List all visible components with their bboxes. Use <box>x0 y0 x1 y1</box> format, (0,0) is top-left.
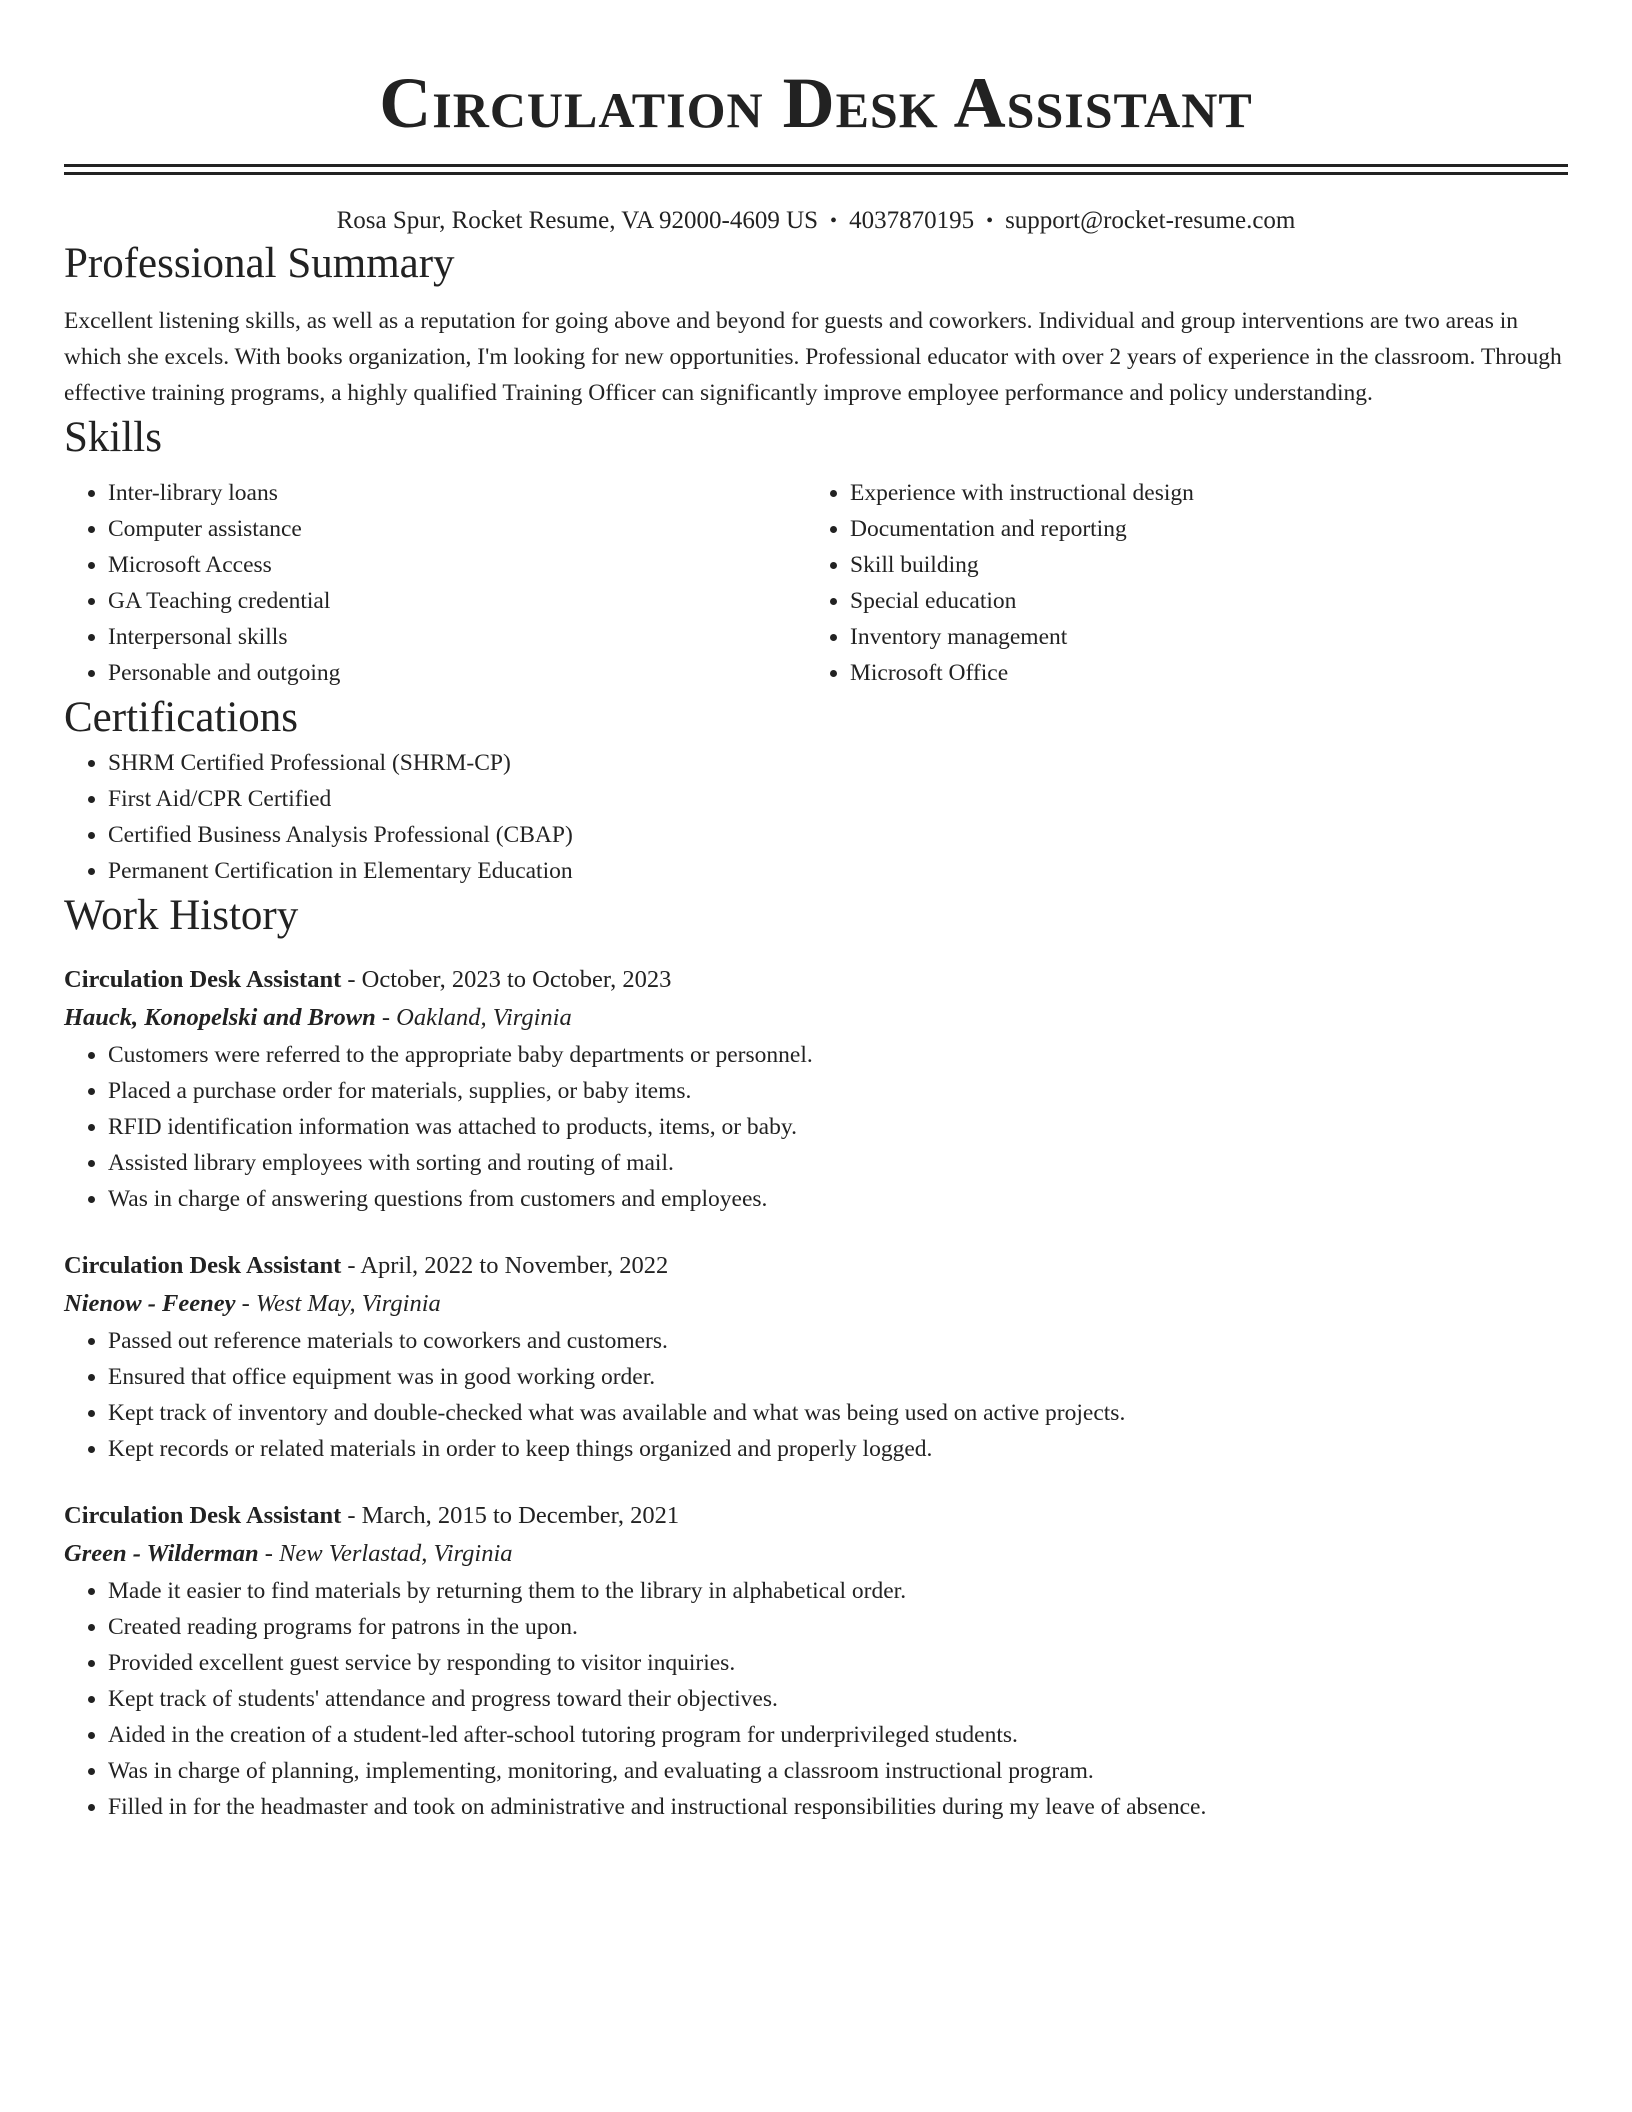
skill-item: • Experience with instructional design <box>850 475 1548 511</box>
contact-address: Rosa Spur, Rocket Resume, VA 92000-4609 US <box>336 207 819 234</box>
job-duty-item: • Ensured that office equipment was in good working order. <box>108 1359 1568 1395</box>
contact-phone: 4037870195 <box>849 207 975 234</box>
contact-separator: • <box>986 210 994 232</box>
job-entry <box>64 961 1568 1217</box>
skills-column-right <box>806 475 1548 691</box>
job-duty-item: • Made it easier to find materials by returning them to the library in alphabetical order. <box>108 1573 1568 1609</box>
job-title-line <box>64 961 1568 999</box>
employer-line <box>64 1285 1568 1323</box>
job-role: Circulation Desk Assistant <box>64 1502 342 1529</box>
summary-heading: Professional Summary <box>64 240 455 287</box>
job-duty-item: • Was in charge of answering questions from customers and employees. <box>108 1181 1568 1217</box>
skill-item: • GA Teaching credential <box>108 583 806 619</box>
title-divider <box>64 164 1568 175</box>
job-duty-item: • Assisted library employees with sorting and routing of mail. <box>108 1145 1568 1181</box>
job-title-line <box>64 1497 1568 1535</box>
employer-location: - New Verlastad, Virginia <box>258 1540 513 1567</box>
job-duty-item: • Created reading programs for patrons in the upon. <box>108 1609 1568 1645</box>
certification-item: • SHRM Certified Professional (SHRM-CP) <box>108 745 1568 781</box>
certifications-heading: Certifications <box>64 694 299 741</box>
certification-item: • Certified Business Analysis Professional (CBAP) <box>108 817 1568 853</box>
certification-item: • Permanent Certification in Elementary Education <box>108 853 1568 889</box>
contact-email: support@rocket-resume.com <box>1005 207 1296 234</box>
employer-line <box>64 999 1568 1037</box>
job-role: Circulation Desk Assistant <box>64 966 342 993</box>
employer-location: - West May, Virginia <box>235 1290 441 1317</box>
certifications-list <box>64 745 1568 889</box>
employer-name: Green - Wilderman <box>64 1540 259 1567</box>
job-duty-item: • Filled in for the headmaster and took on administrative and instructional responsibilities during my leave of absence. <box>108 1789 1568 1825</box>
work-history-heading: Work History <box>64 892 299 939</box>
skill-item: • Inter-library loans <box>108 475 806 511</box>
resume-title: Circulation Desk Assistant <box>379 63 1253 143</box>
job-title-line <box>64 1247 1568 1285</box>
employer-location: - Oakland, Virginia <box>375 1004 572 1031</box>
skill-item: • Microsoft Office <box>850 655 1548 691</box>
job-duty-item: • Provided excellent guest service by responding to visitor inquiries. <box>108 1645 1568 1681</box>
job-duty-item: • Placed a purchase order for materials, supplies, or baby items. <box>108 1073 1568 1109</box>
contact-line <box>64 205 1568 237</box>
skills-column-left <box>64 475 806 691</box>
skill-item: • Microsoft Access <box>108 547 806 583</box>
job-dates: - October, 2023 to October, 2023 <box>341 966 672 993</box>
job-duty-item: • Was in charge of planning, implementing, monitoring, and evaluating a classroom instructional program. <box>108 1753 1568 1789</box>
job-role: Circulation Desk Assistant <box>64 1252 342 1279</box>
job-duty-item: • Kept records or related materials in order to keep things organized and properly logged. <box>108 1431 1568 1467</box>
job-duty-item: • Aided in the creation of a student-led after-school tutoring program for underprivileged students. <box>108 1717 1568 1753</box>
skill-item: • Inventory management <box>850 619 1548 655</box>
job-duties-list <box>64 1323 1568 1467</box>
employer-line <box>64 1535 1568 1573</box>
skills-list-left <box>64 475 806 691</box>
skills-list-right <box>806 475 1548 691</box>
summary-text: Excellent listening skills, as well as a reputation for going above and beyond for guests and coworkers. Individual and group interventions are two areas in which she excels. With books organization, I'm looking for new opportunities. Professional educator with over 2 years of experience in the classroom. Through effective training programs, a highly qualified Training Officer can significantly improve employee performance and policy understanding. <box>64 308 1562 406</box>
contact-separator: • <box>830 210 838 232</box>
job-duty-item: • RFID identification information was attached to products, items, or baby. <box>108 1109 1568 1145</box>
job-duty-item: • Passed out reference materials to coworkers and customers. <box>108 1323 1568 1359</box>
job-entry <box>64 1247 1568 1467</box>
skill-item: • Special education <box>850 583 1548 619</box>
skill-item: • Personable and outgoing <box>108 655 806 691</box>
skills-heading: Skills <box>64 414 162 461</box>
job-entry <box>64 1497 1568 1825</box>
skill-item: • Interpersonal skills <box>108 619 806 655</box>
job-duty-item: • Kept track of inventory and double-checked what was available and what was being used on active projects. <box>108 1395 1568 1431</box>
skills-columns <box>64 475 1568 691</box>
job-duties-list <box>64 1573 1568 1825</box>
job-dates: - March, 2015 to December, 2021 <box>341 1502 680 1529</box>
job-dates: - April, 2022 to November, 2022 <box>341 1252 669 1279</box>
skill-item: • Documentation and reporting <box>850 511 1548 547</box>
job-duty-item: • Kept track of students' attendance and progress toward their objectives. <box>108 1681 1568 1717</box>
employer-name: Hauck, Konopelski and Brown <box>64 1004 376 1031</box>
skill-item: • Computer assistance <box>108 511 806 547</box>
job-duties-list <box>64 1037 1568 1217</box>
employer-name: Nienow - Feeney <box>64 1290 236 1317</box>
skill-item: • Skill building <box>850 547 1548 583</box>
job-duty-item: • Customers were referred to the appropriate baby departments or personnel. <box>108 1037 1568 1073</box>
certification-item: • First Aid/CPR Certified <box>108 781 1568 817</box>
